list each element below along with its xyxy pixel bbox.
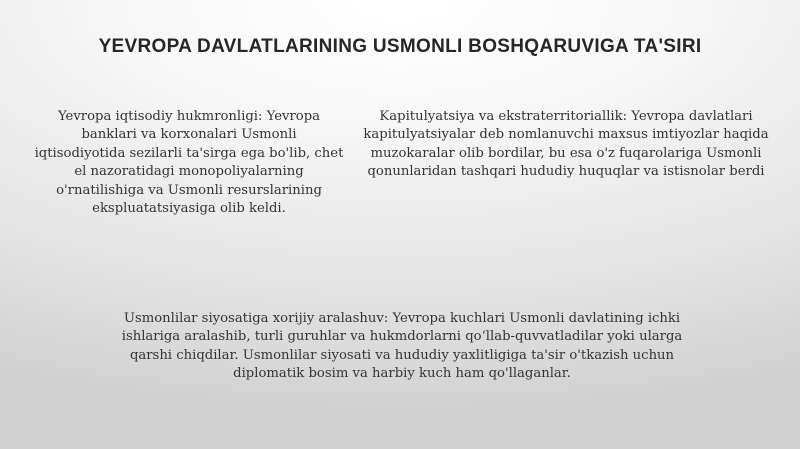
- paragraph-foreign-intervention: Usmonlilar siyosatiga xorijiy aralashuv: Yevropa kuchlari Usmonli davlatining ichki ishlariga aralashib, turli guruhlar va hukmdorlarni qo‘llab-quvvatladilar yoki ularga qarshi chiqdilar. Usmonlilar siyosati va hududiy yaxlitligiga ta'sir o'tkazish uchun diplomatik bosim va harbiy kuch ham qo'llaganlar.: [121, 311, 683, 382]
- paragraph-economic-dominance: Yevropa iqtisodiy hukmronligi: Yevropa banklari va korxonalari Usmonli iqtisodiyotida sezilarli ta'sirga ega bo'lib, chet el nazoratidagi monopoliyalarning o'rnatilishiga va Usmonli resurslarining ekspluatatsiyasiga olib keldi.: [34, 109, 344, 217]
- paragraph-capitulations: Kapitulyatsiya va ekstraterritoriallik: Yevropa davlatlari kapitulyatsiyalar deb nomlanuvchi maxsus imtiyozlar haqida muzokaralar olib bordilar, bu esa o'z fuqarolariga Usmonli qonunlaridan tashqari hududiy huquqlar va istisnolar berdi: [363, 109, 769, 180]
- slide-title: YEVROPA DAVLATLARINING USMONLI BOSHQARUVIGA TA'SIRI: [98, 36, 702, 57]
